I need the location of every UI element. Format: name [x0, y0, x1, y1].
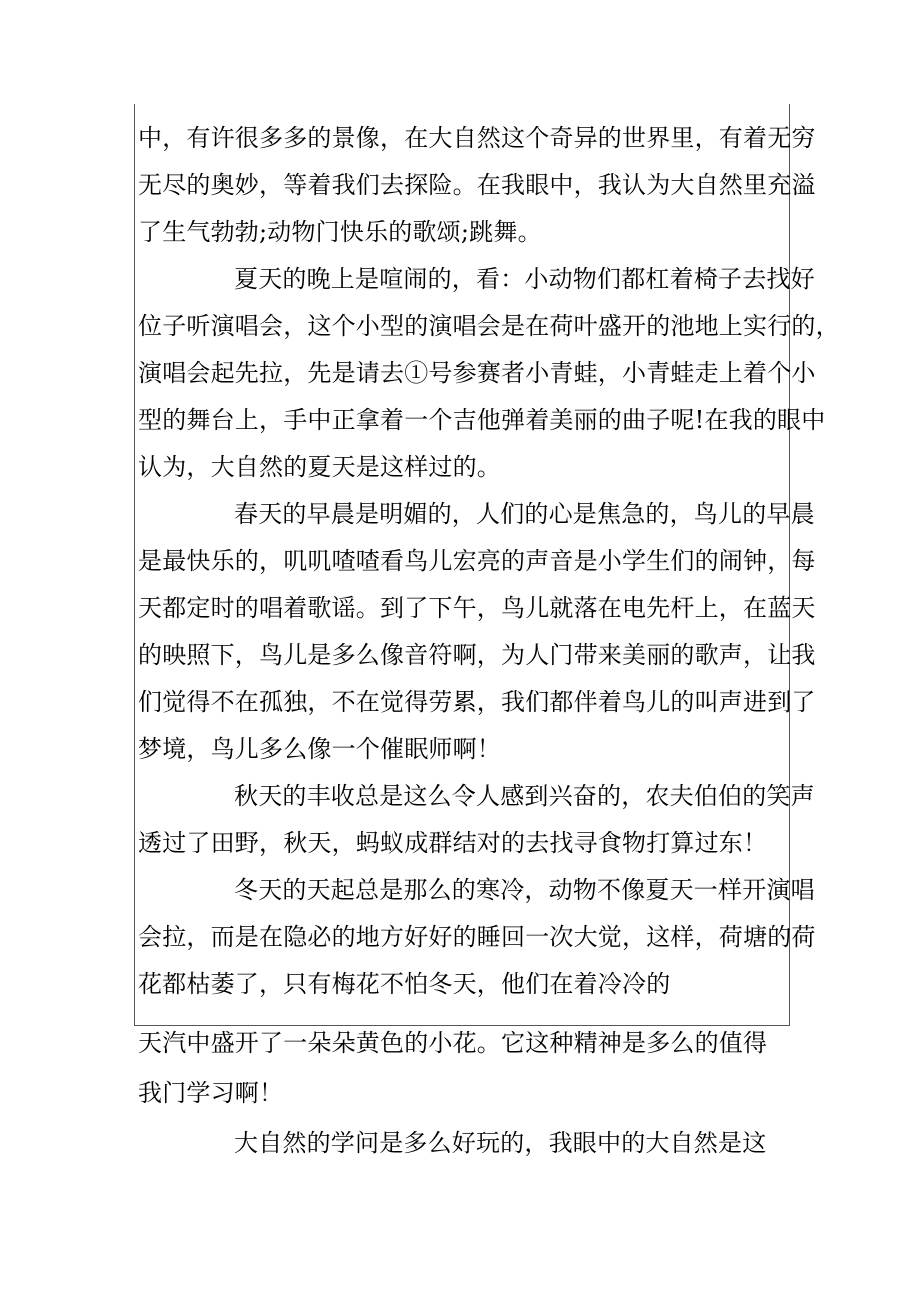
paragraph-winter-start: 冬天的天起总是那么的寒冷，动物不像夏天一样开演唱: [234, 876, 815, 904]
paragraph-autumn-start: 秋天的丰收总是这么令人感到兴奋的，农夫伯伯的笑声: [234, 782, 815, 810]
text-line-18: 会拉，而是在隐必的地方好好的睡回一次大觉，这样，荷塘的荷: [138, 923, 816, 951]
text-line-10: 是最快乐的，叽叽喳喳看鸟儿宏亮的声音是小学生们的闹钟，每: [138, 547, 816, 575]
paragraph-conclusion-start: 大自然的学问是多么好玩的，我眼中的大自然是这: [234, 1129, 767, 1157]
text-line-7: 型的舞台上，手中正拿着一个吉他弹着美丽的曲子呢!在我的眼中: [138, 406, 826, 434]
text-line-1: 中，有许很多多的景像，在大自然这个奇异的世界里，有着无穷: [138, 124, 816, 152]
text-line-12: 的映照下，鸟儿是多么像音符啊，为人门带来美丽的歌声，让我: [138, 641, 816, 669]
text-line-5: 位子听演唱会，这个小型的演唱会是在荷叶盛开的池地上实行的，: [138, 312, 840, 340]
text-line-8: 认为，大自然的夏天是这样过的。: [138, 453, 501, 481]
paragraph-spring-start: 春天的早晨是明媚的，人们的心是焦急的，鸟儿的早晨: [234, 500, 815, 528]
text-line-13: 们觉得不在孤独，不在觉得劳累，我们都伴着鸟儿的叫声进到了: [138, 688, 816, 716]
text-line-21: 我门学习啊！: [138, 1079, 284, 1107]
text-line-20: 天汽中盛开了一朵朵黄色的小花。它这种精神是多么的值得: [138, 1029, 768, 1057]
text-line-2: 无尽的奥妙，等着我们去探险。在我眼中，我认为大自然里充溢: [138, 171, 816, 199]
text-line-14: 梦境，鸟儿多么像一个催眠师啊！: [138, 735, 501, 763]
text-line-6: 演唱会起先拉，先是请去①号参赛者小青蛙，小青蛙走上着个小: [138, 359, 816, 387]
text-line-16: 透过了田野，秋天，蚂蚁成群结对的去找寻食物打算过东！: [138, 829, 768, 857]
text-line-19: 花都枯萎了，只有梅花不怕冬天，他们在着冷冷的: [138, 970, 671, 998]
text-line-11: 天都定时的唱着歌谣。到了下午，鸟儿就落在电先杆上，在蓝天: [138, 594, 816, 622]
paragraph-summer-start: 夏天的晚上是喧闹的，看：小动物们都杠着椅子去找好: [234, 265, 815, 293]
text-line-3: 了生气勃勃;动物门快乐的歌颂;跳舞。: [138, 218, 542, 246]
